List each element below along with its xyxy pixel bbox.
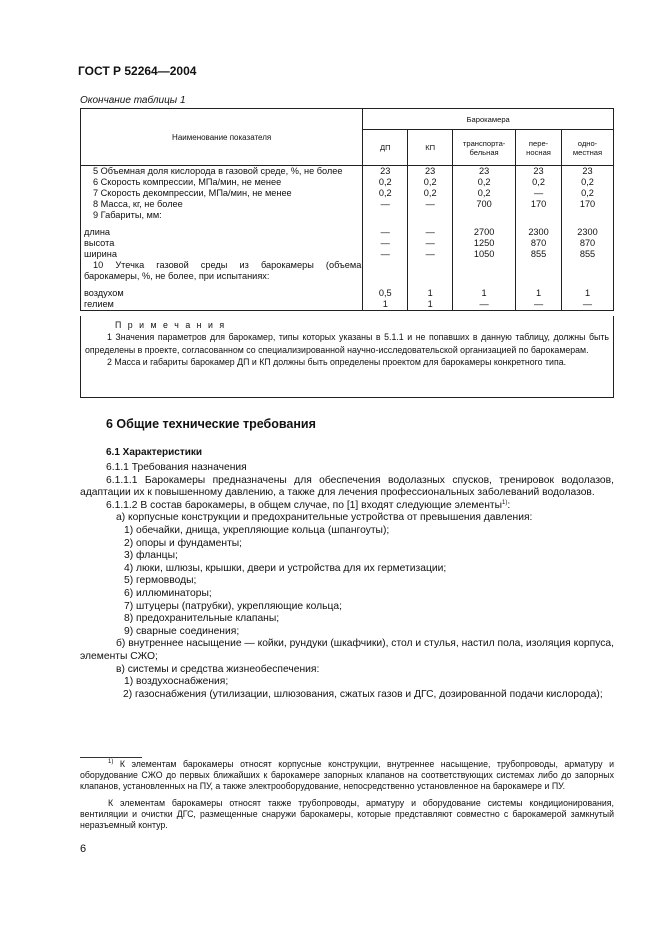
cell: — — [516, 299, 562, 311]
cell: 0,2 — [516, 177, 562, 188]
row-label: высота — [81, 238, 363, 249]
cell: 870 — [516, 238, 562, 249]
list-item: 1) обечайки, днища, укрепляющие кольца (шпангоуты); — [124, 524, 390, 536]
list-item: 9) сварные соединения; — [124, 625, 240, 637]
list-item: 8) предохранительные клапаны; — [124, 613, 280, 625]
cell: 1250 — [453, 238, 516, 249]
table-row — [81, 227, 614, 238]
cell: — — [363, 199, 408, 210]
row-label-line: барокамеры, %, не более, при испытаниях: — [84, 271, 270, 281]
cell: 1050 — [453, 249, 516, 260]
footnote — [80, 759, 614, 831]
cell: 23 — [408, 166, 453, 178]
cell: 23 — [562, 166, 614, 178]
section-body — [80, 462, 614, 701]
table-row — [81, 299, 614, 311]
cell: 1 — [516, 288, 562, 299]
list-item: 2) опоры и фундаменты; — [124, 537, 243, 549]
footnote-ref: 1) — [502, 499, 508, 506]
footnote-continuation: К элементам барокамеры относят также трубопроводы, арматуру и оборудование системы кондиционирования, вентиляции и очистки ДГС, размещенные снаружи барокамеры, которые представляют совместно с барокамерой замкнутый неразъемный контур. — [80, 798, 614, 830]
cell: 0,5 — [363, 288, 408, 299]
cell: 23 — [363, 166, 408, 178]
cell: 855 — [562, 249, 614, 260]
cell: 0,2 — [453, 188, 516, 199]
table-caption: Окончание таблицы 1 — [80, 95, 186, 106]
group-header: Барокамера — [363, 109, 614, 130]
cell: 23 — [453, 166, 516, 178]
list-item-c: в) системы и средства жизнеобеспечения: — [116, 663, 320, 675]
list-item: 4) люки, шлюзы, крышки, двери и устройства для их герметизации; — [124, 562, 447, 574]
row-label: воздухом — [81, 288, 363, 299]
section-6-1-heading: 6.1 Характеристики — [106, 447, 203, 458]
cell: 855 — [516, 249, 562, 260]
column-header: одно- местная — [562, 130, 614, 166]
cell: — — [453, 299, 516, 311]
table-row — [81, 249, 614, 260]
cell: 1 — [562, 288, 614, 299]
note-2: 2 Масса и габариты барокамер ДП и КП должны быть определены проектом для барокамеры конкретного типа. — [107, 356, 567, 367]
row-label: 8 Масса, кг, не более — [81, 199, 363, 210]
cell: 0,2 — [562, 177, 614, 188]
cell: 870 — [562, 238, 614, 249]
row-label: 9 Габариты, мм: — [81, 210, 363, 221]
cell: 1 — [408, 288, 453, 299]
cell: 1 — [363, 299, 408, 311]
table-notes — [80, 316, 614, 398]
note-1: 1 Значения параметров для барокамер, типы которых указаны в 5.1.1 и не попавших в данную таблицу, должны быть определены в проекте, согласованном со специализированной научно-исследовательской организацией по барокамерам. — [85, 332, 609, 355]
footnote-divider — [80, 757, 142, 758]
cell: 170 — [516, 199, 562, 210]
cell: 0,2 — [453, 177, 516, 188]
notes-title: П р и м е ч а н и я — [115, 320, 227, 330]
cell: 0,2 — [363, 177, 408, 188]
table-row — [81, 199, 614, 210]
name-column-header: Наименование показателя — [81, 109, 363, 166]
footnote-marker: 1) — [108, 759, 114, 765]
cell: 0,2 — [408, 177, 453, 188]
cell: 0,2 — [408, 188, 453, 199]
cell: 2700 — [453, 227, 516, 238]
row-label: 6 Скорость компрессии, МПа/мин, не менее — [81, 177, 363, 188]
paragraph-6-1-1-2: 6.1.1.2 В состав барокамеры, в общем случае, по [1] входят следующие элементы$^{1)}$: — [106, 499, 511, 511]
row-label: 5 Объемная доля кислорода в газовой среде, %, не более — [81, 166, 363, 178]
list-item: 5) гермовводы; — [124, 575, 197, 587]
cell: — — [363, 249, 408, 260]
cell: 0,2 — [562, 188, 614, 199]
cell: — — [363, 227, 408, 238]
column-header: транспорта- бельная — [453, 130, 516, 166]
cell: 700 — [453, 199, 516, 210]
row-label: длина — [81, 227, 363, 238]
column-header: пере- носная — [516, 130, 562, 166]
column-header: ДП — [363, 130, 408, 166]
row-label: ширина — [81, 249, 363, 260]
footnote-1: $^{1)}$ К элементам барокамеры относят корпусные конструкции, внутреннее насыщение, трубопроводы, арматуру и оборудование СЖО до первых ближайших к барокамере запорных клапанов на соответствующих системах либо до запорных клапанов, установленных на ПУ, а также электрооборудование, непосредственно установленное на барокамере и ПУ. — [80, 759, 614, 791]
row-label — [81, 260, 363, 282]
cell: 2300 — [562, 227, 614, 238]
table-row — [81, 177, 614, 188]
list-item: 1) воздухоснабжения; — [124, 676, 229, 688]
cell: — — [516, 188, 562, 199]
document-code: ГОСТ Р 52264—2004 — [78, 64, 197, 78]
cell: 0,2 — [363, 188, 408, 199]
cell: — — [408, 227, 453, 238]
cell: — — [408, 238, 453, 249]
table-row — [81, 238, 614, 249]
cell: 1 — [408, 299, 453, 311]
section-6-heading: 6 Общие технические требования — [106, 417, 316, 431]
list-item: 6) иллюминаторы; — [124, 587, 212, 599]
list-item: 7) штуцеры (патрубки), укрепляющие кольца; — [124, 600, 342, 612]
list-item: 2) газоснабжения (утилизации, шлюзования, сжатых газов и ДГС, дозированной подачи кислорода); — [123, 688, 603, 700]
table-row — [81, 166, 614, 178]
row-label: 7 Скорость декомпрессии, МПа/мин, не менее — [81, 188, 363, 199]
page-number: 6 — [80, 843, 87, 855]
cell: 2300 — [516, 227, 562, 238]
specifications-table — [80, 108, 614, 311]
cell: — — [408, 249, 453, 260]
cell: 170 — [562, 199, 614, 210]
list-item-a: а) корпусные конструкции и предохранительные устройства от превышения давления: — [116, 512, 533, 524]
cell: — — [363, 238, 408, 249]
row-label-line: 10 Утечка газовой среды из барокамеры (объема — [93, 260, 362, 270]
cell: 1 — [453, 288, 516, 299]
table-row — [81, 188, 614, 199]
cell: — — [562, 299, 614, 311]
column-header: КП — [408, 130, 453, 166]
paragraph-6-1-1-1: 6.1.1.1 Барокамеры предназначены для обеспечения водолазных спусков, тренировок водолазов, адаптации их к повышенному давлению, а также для лечения профессиональных заболеваний водолазов. — [80, 474, 614, 499]
table-row — [81, 210, 614, 221]
list-item: 3) фланцы; — [124, 550, 178, 562]
row-label: гелием — [81, 299, 363, 311]
cell: — — [408, 199, 453, 210]
table-row — [81, 260, 614, 282]
list-item-b: б) внутреннее насыщение — койки, рундуки (шкафчики), стол и стулья, настил пола, изоляция корпуса, элементы СЖО; — [80, 638, 614, 662]
table-row — [81, 288, 614, 299]
paragraph-6-1-1: 6.1.1 Требования назначения — [106, 462, 247, 473]
cell: 23 — [516, 166, 562, 178]
